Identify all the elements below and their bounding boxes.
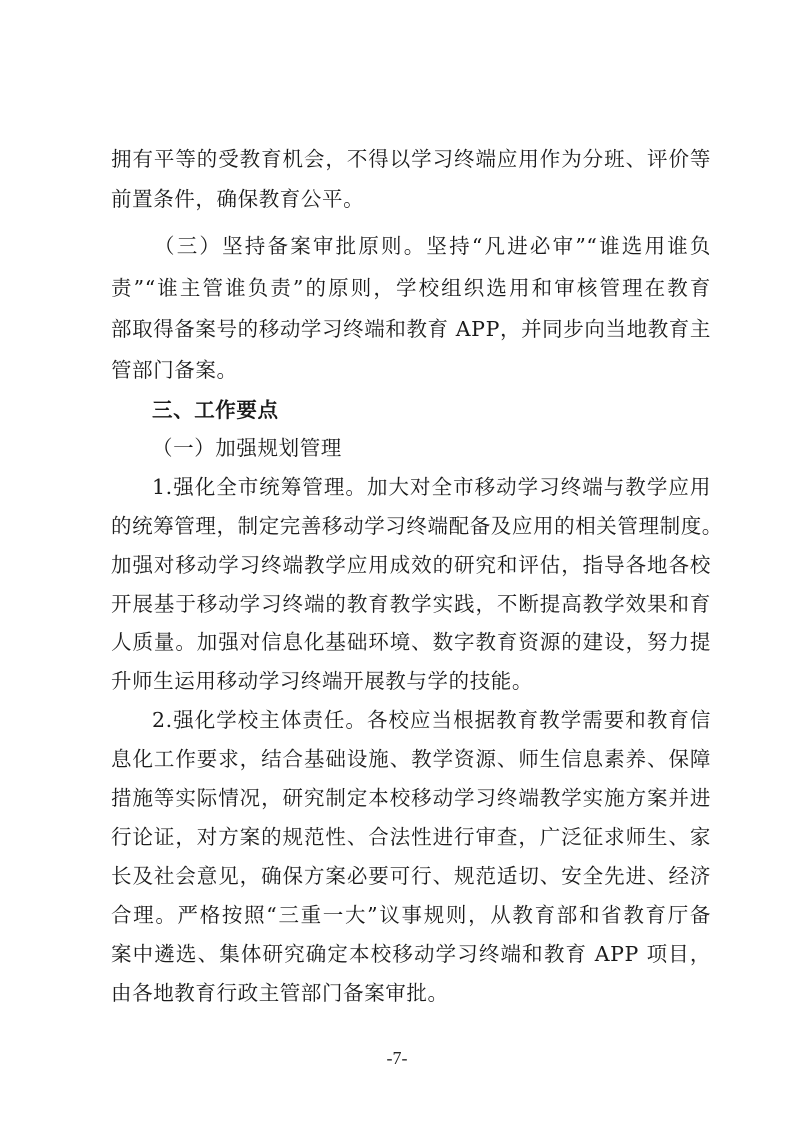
body-text-line: 由各地教育行政主管部门备案审批。 [111,981,449,1005]
body-text-line: 管部门备案。 [111,358,238,382]
body-text-line: 案中遴选、集体研究确定本校移动学习终端和教育 APP 项目， [111,942,711,966]
body-text-line: 部取得备案号的移动学习终端和教育 APP，并同步向当地教育主 [111,317,711,341]
body-text-line: 拥有平等的受教育机会，不得以学习终端应用作为分班、评价等 [111,147,711,171]
page-number: -7- [386,1048,408,1068]
body-text-line: 措施等实际情况，研究制定本校移动学习终端教学实施方案并进 [111,786,711,810]
body-text-line: 长及社会意见，确保方案必要可行、规范适切、安全先进、经济 [111,864,711,888]
body-text-line: 息化工作要求，结合基础设施、教学资源、师生信息素养、保障 [111,747,711,771]
body-text-line: 1.强化全市统筹管理。加大对全市移动学习终端与教学应用 [152,475,711,499]
body-text-line: 升师生运用移动学习终端开展教与学的技能。 [111,669,533,693]
body-text-line: 责”“谁主管谁负责”的原则，学校组织选用和审核管理在教育 [111,276,711,300]
subsection-heading: （一）加强规划管理 [152,436,342,460]
body-text-line: 前置条件，确保教育公平。 [111,187,365,211]
body-text-line: 开展基于移动学习终端的教育教学实践，不断提高教学效果和育 [111,592,711,616]
body-text-line: 合理。严格按照“三重一大”议事规则，从教育部和省教育厅备 [111,903,711,927]
body-text-line: 加强对移动学习终端教学应用成效的研究和评估，指导各地各校 [111,553,711,577]
body-text-line: 的统筹管理，制定完善移动学习终端配备及应用的相关管理制度。 [111,514,723,538]
section-principle-3: （三）坚持备案审批原则。坚持“凡进必审”“谁选用谁负 [154,234,711,258]
body-text-line: 行论证，对方案的规范性、合法性进行审查，广泛征求师生、家 [111,825,711,849]
body-text-line: 人质量。加强对信息化基础环境、数字教育资源的建设，努力提 [111,630,711,654]
body-text-line: 2.强化学校主体责任。各校应当根据教育教学需要和教育信 [152,708,711,732]
section-heading: 三、工作要点 [152,398,279,422]
